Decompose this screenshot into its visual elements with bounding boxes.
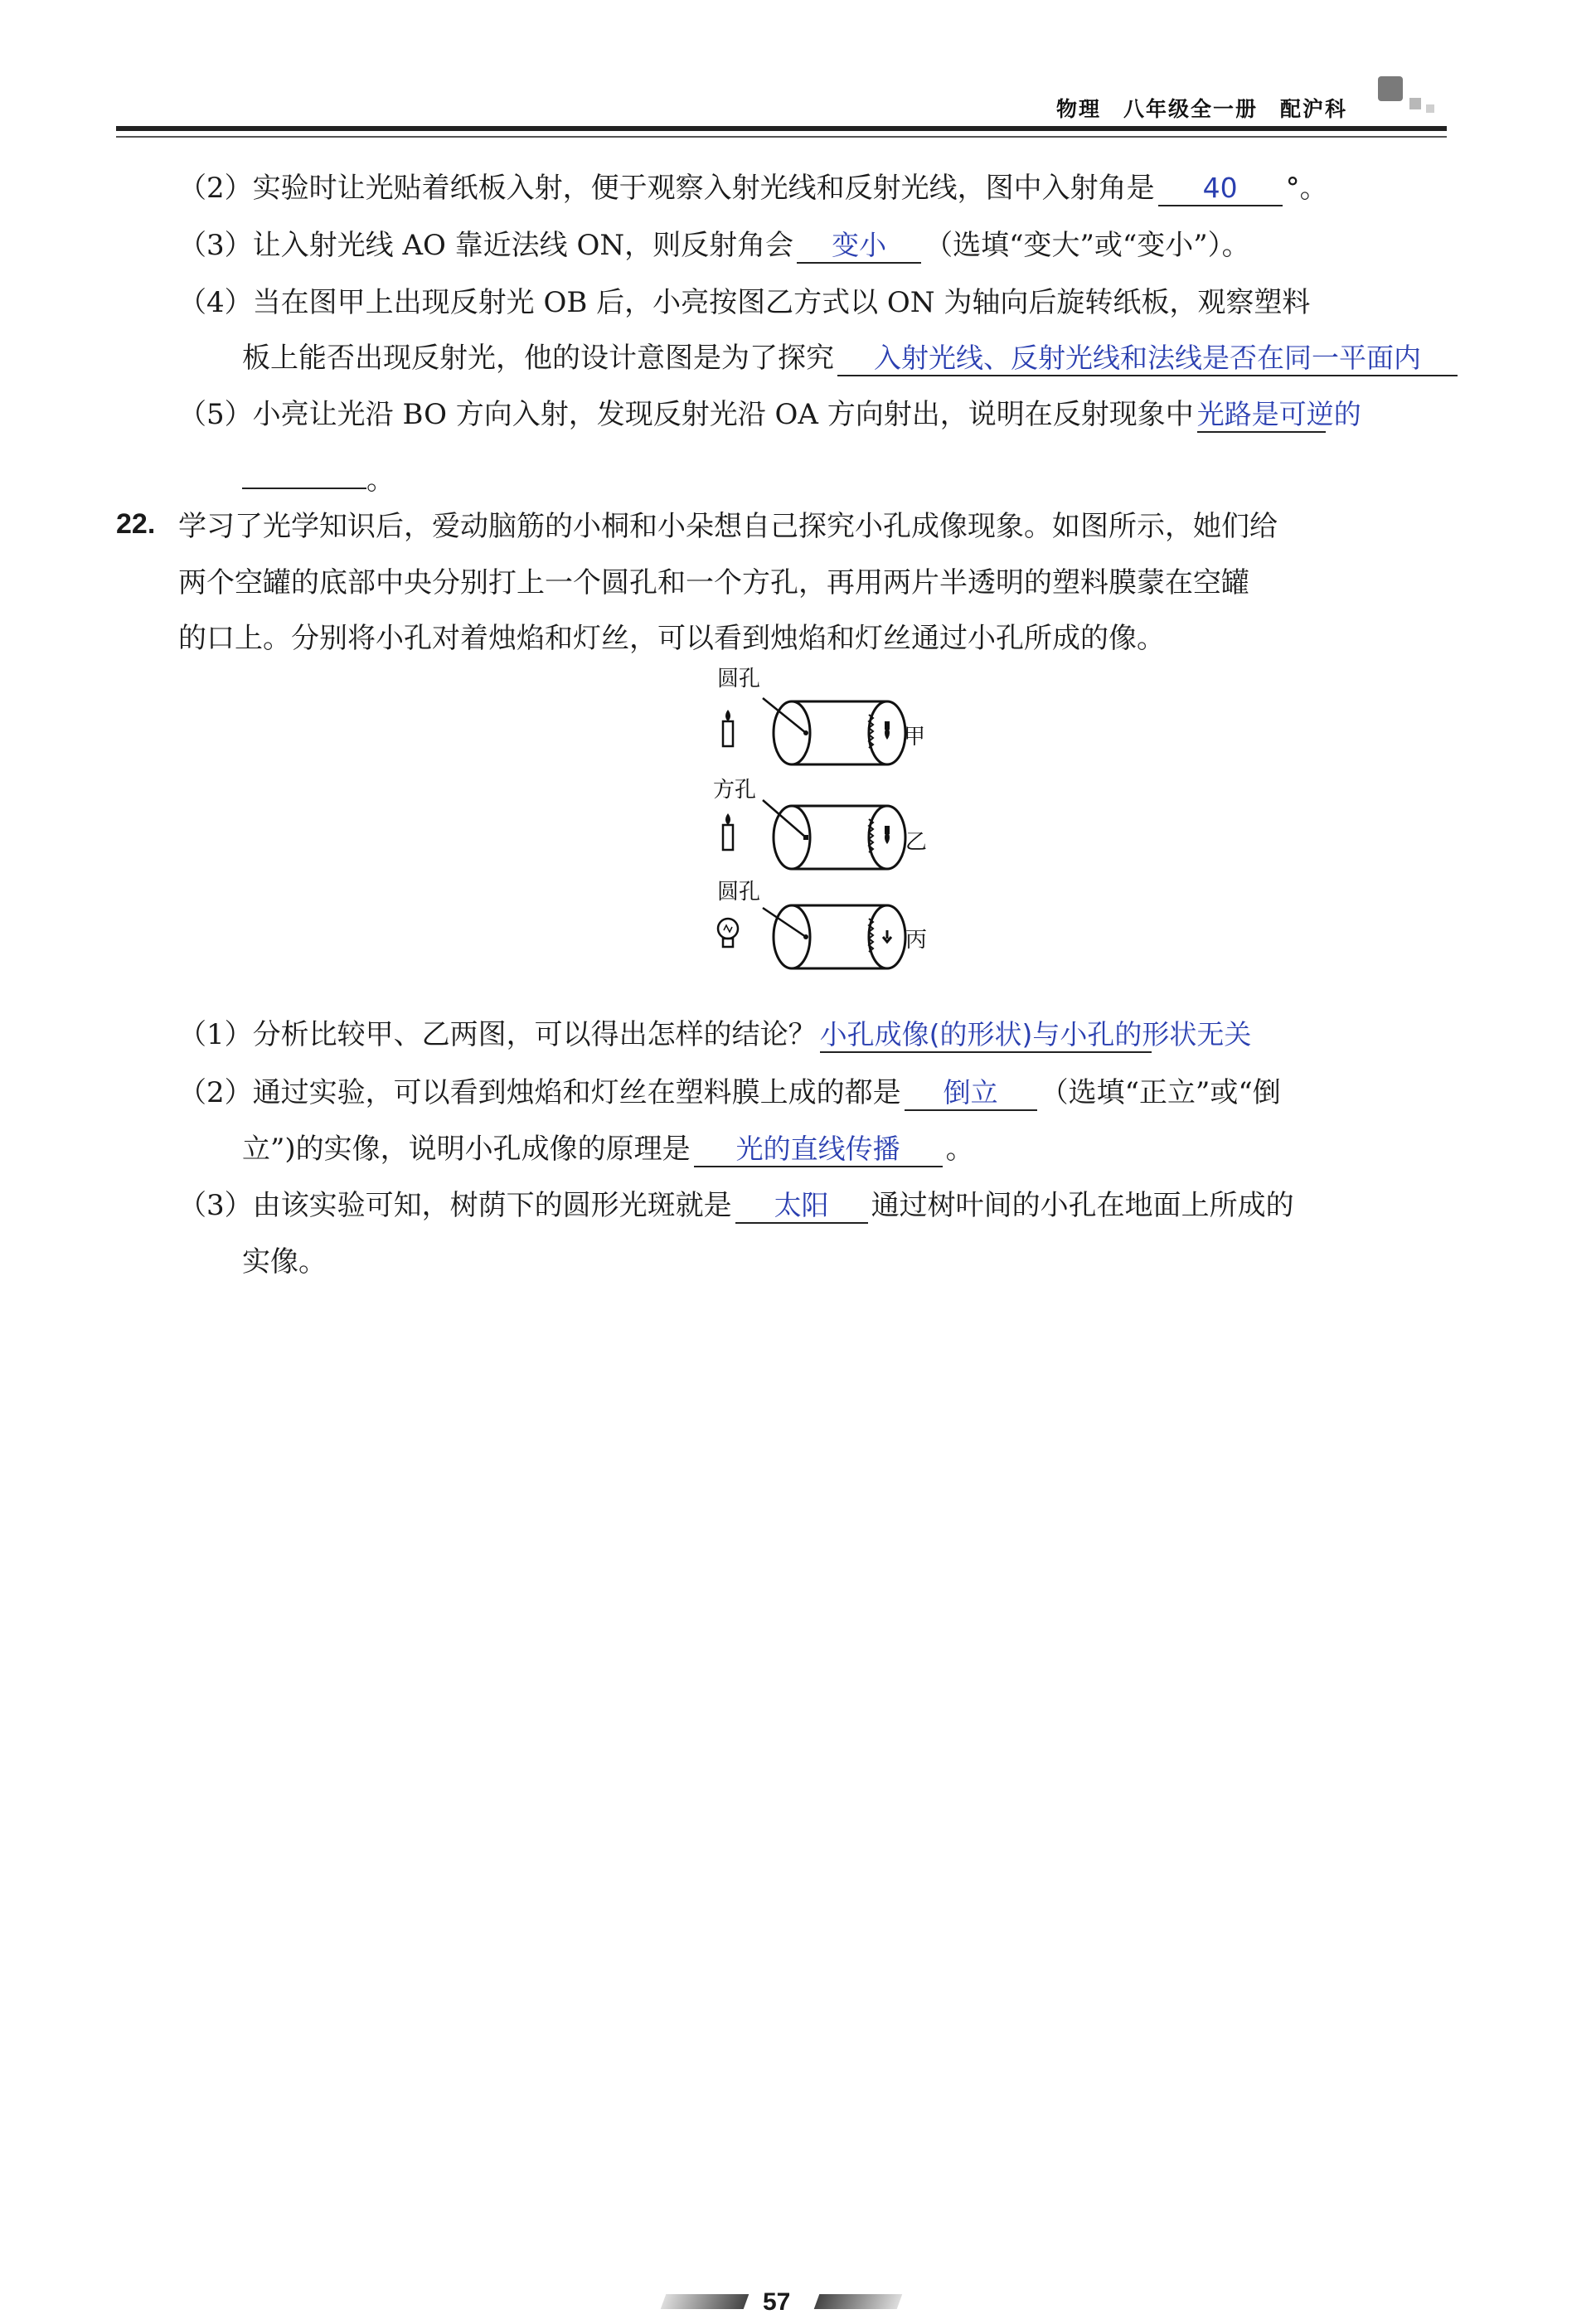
can-cylinder: [774, 701, 905, 764]
q22-part2-line1: [178, 1075, 1281, 1111]
q22-part3-line2: 实像。: [242, 1245, 327, 1278]
part-number: （2）: [178, 172, 253, 205]
question-suffix: 通过树叶间的小孔在地面上所成的: [871, 1189, 1294, 1222]
label-round-hole: 圆孔: [717, 667, 761, 691]
pointer-line: [763, 908, 806, 937]
can-cylinder: [774, 806, 905, 869]
question-text: 通过实验，可以看到烛焰和灯丝在塑料膜上成的都是: [252, 1076, 901, 1109]
candle-icon: [723, 813, 733, 850]
question-text: 板上能否出现反射光，他的设计意图是为了探究: [242, 342, 834, 375]
part-number: （3）: [178, 229, 253, 262]
label-round-hole: 圆孔: [717, 880, 761, 905]
header-rule: [116, 126, 1447, 131]
header-rule-thin: [116, 136, 1447, 138]
candle-icon: [723, 710, 733, 746]
question-text: 实验时让光贴着纸板入射，便于观察入射光线和反射光线，图中入射角是: [252, 172, 1155, 205]
answer-blank: 入射光线、反射光线和法线是否在同一平面内: [837, 342, 1458, 376]
q22-part3-line1: [178, 1187, 1294, 1224]
question-suffix: °。: [1285, 172, 1328, 205]
question-number: 22.: [116, 508, 156, 540]
q21-part2: [178, 170, 1328, 206]
label-yi: 乙: [905, 830, 928, 855]
answer-blank: 40: [1158, 172, 1283, 206]
q21-part3: [178, 227, 1250, 264]
answer-blank: 小孔成像(的形状)与小孔的形状无关: [820, 1018, 1152, 1053]
question-suffix: 。: [945, 1133, 974, 1166]
q22-stem-line3: 的口上。分别将小孔对着烛焰和灯丝，可以看到烛焰和灯丝通过小孔所成的像。: [178, 622, 1165, 655]
answer-blank: 太阳: [735, 1189, 868, 1224]
q22-part2-line2: [242, 1131, 974, 1167]
blank-continuation: [242, 458, 366, 489]
q21-part4-line2: [242, 340, 1458, 376]
question-suffix: 。: [366, 463, 395, 497]
footer-decoration-left: [661, 2294, 749, 2309]
lightbulb-icon: [718, 919, 738, 947]
question-text: 让入射光线 AO 靠近法线 ON，则反射角会: [252, 229, 794, 262]
page-number: 57: [763, 2288, 791, 2316]
answer-blank: 倒立: [905, 1076, 1037, 1111]
question-text: 分析比较甲、乙两图，可以得出怎样的结论？: [252, 1018, 817, 1051]
label-bing: 丙: [905, 928, 928, 953]
q21-part5-line1: [178, 396, 1361, 433]
question-text: 小亮让光沿 BO 方向入射，发现反射光沿 OA 方向射出，说明在反射现象中: [252, 398, 1194, 431]
label-jia: 甲: [904, 725, 926, 750]
footer-decoration-right: [814, 2294, 903, 2309]
answer-blank: 变小: [797, 229, 921, 264]
q22-part1: [178, 1016, 1252, 1053]
q22-stem-line2: 两个空罐的底部中央分别打上一个圆孔和一个方孔，再用两片半透明的塑料膜蒙在空罐: [178, 566, 1249, 599]
label-square-hole: 方孔: [713, 778, 757, 803]
answer-blank: 光的直线传播: [694, 1133, 943, 1167]
question-text: 当在图甲上出现反射光 OB 后，小亮按图乙方式以 ON 为轴向后旋转纸板，观察塑料: [252, 286, 1311, 319]
part-number: （3）: [178, 1189, 253, 1222]
question-text: 由该实验可知，树荫下的圆形光斑就是: [252, 1189, 732, 1222]
question-text: 立”)的实像，说明小孔成像的原理是: [242, 1133, 691, 1166]
question-suffix: （选填“变大”或“变小”）。: [924, 229, 1250, 262]
part-number: （2）: [178, 1076, 253, 1109]
q21-part4-line1: [178, 284, 1310, 321]
part-number: （1）: [178, 1018, 253, 1051]
answer-blank: 光路是可逆的: [1197, 398, 1326, 433]
part-number: （5）: [178, 398, 253, 431]
question-suffix: （选填“正立”或“倒: [1040, 1076, 1281, 1109]
q21-part5-line2: [242, 458, 395, 498]
pinhole-figure: [688, 663, 962, 978]
part-number: （4）: [178, 286, 253, 319]
can-cylinder: [774, 905, 905, 968]
header-title: 物理 八年级全一册 配沪科: [1055, 97, 1347, 121]
q22-stem-line1: 学习了光学知识后，爱动脑筋的小桐和小朵想自己探究小孔成像现象。如图所示，她们给: [178, 510, 1278, 543]
